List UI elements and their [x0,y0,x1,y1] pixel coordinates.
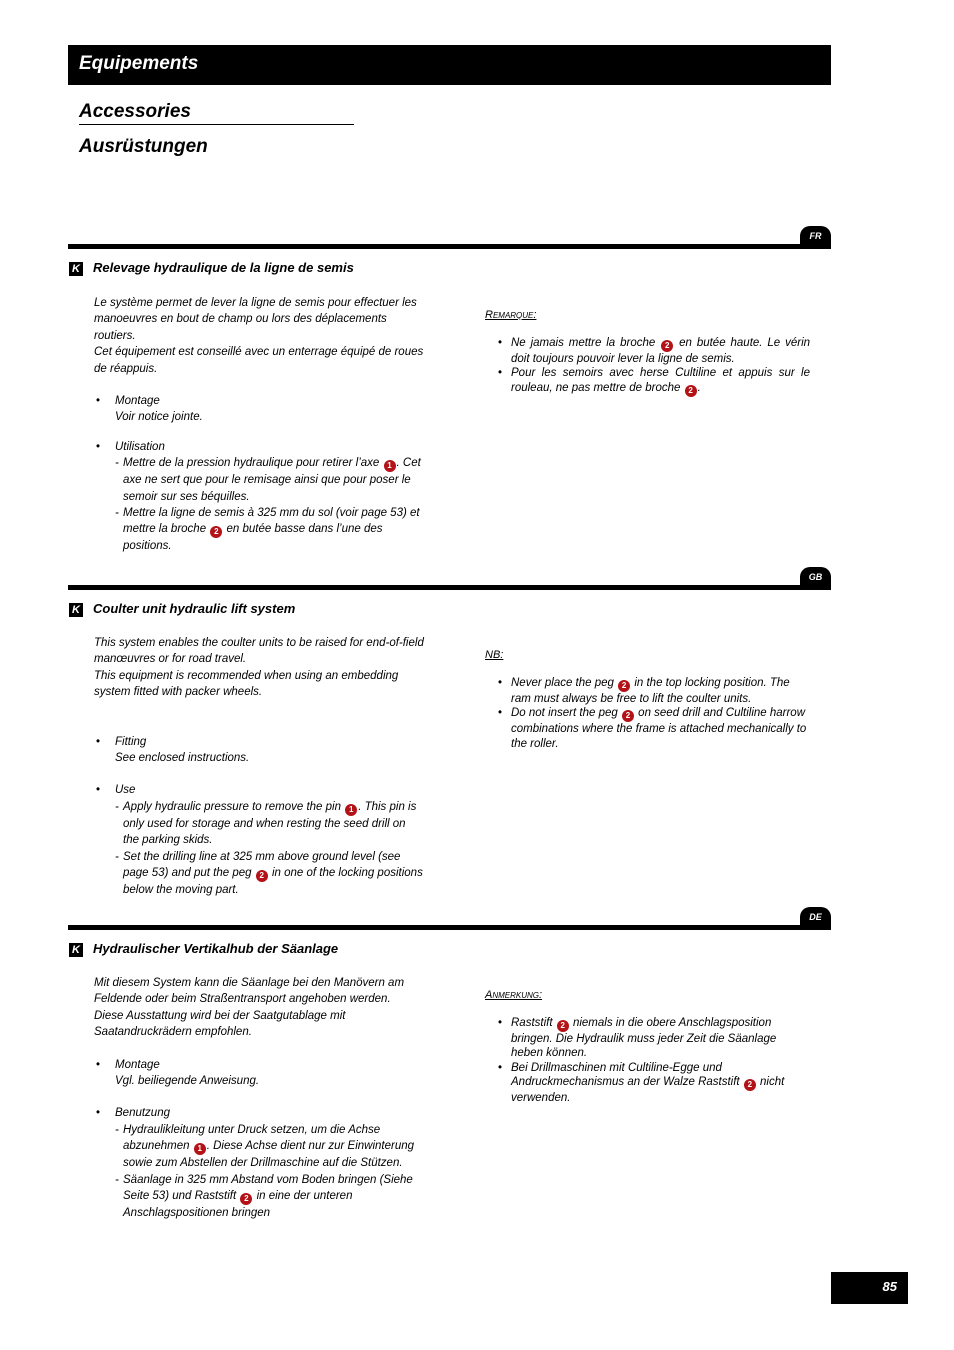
fitting-item [94,393,424,426]
note-column [485,308,810,397]
use-step-1: - Apply hydraulic pressure to remove the pin 1 . This pin is only used for storage and when resting the seed drill on the parking skids. [115,800,417,847]
bullet-icon: • [96,1107,101,1120]
instructions-column [94,295,424,555]
use-item [94,439,424,555]
part-2-marker-icon: 2 [240,1193,252,1205]
part-2-marker-icon: 2 [618,680,630,692]
page-number: 85 [882,1279,897,1294]
intro-text-2: This equipment is recommended when using an embedding system fitted with packer wheels. [94,669,399,699]
part-2-marker-icon: 2 [256,870,268,882]
bullet-icon: • [498,1016,503,1029]
note-column [485,988,810,1106]
note-item: • Ne jamais mettre la broche 2 en butée haute. Le vérin doit toujours pouvoir lever la ligne de semis. [498,336,811,365]
note-item: • Do not insert the peg 2 on seed drill and Cultiline harrow combinations where the frame is attached mechanically to the roller. [498,707,807,750]
fitting-label: Fitting [115,735,147,748]
subtitle-english: Accessories [79,101,191,122]
bullet-icon: • [498,707,503,720]
use-item [94,782,424,898]
intro-text: Mit diesem System kann die Säanlage bei den Manövern am Feldende oder beim Straßentransport angehoben werden. [94,977,405,1006]
section-divider [68,925,831,930]
use-item [94,1105,424,1221]
bullet-icon: • [498,676,503,689]
subtitle-german: Ausrüstungen [79,136,208,157]
bullet-icon: • [498,1061,503,1074]
bullet-icon: • [498,367,503,380]
section-divider [68,585,831,590]
chapter-title: Equipements [79,53,199,74]
use-label: Benutzung [115,1107,170,1120]
note-column [485,648,810,751]
section-title: Coulter unit hydraulic lift system [93,601,296,616]
subtitle-underline [79,124,354,125]
use-label: Utilisation [115,440,165,453]
part-2-marker-icon: 2 [661,340,673,352]
section-title: Hydraulischer Vertikalhub der Säanlage [93,941,339,956]
bullet-icon: • [96,1058,101,1071]
chapter-title-bar [68,45,831,85]
part-1-marker-icon: 1 [345,804,357,816]
use-step-2: - Säanlage in 325 mm Abstand vom Boden bringen (Siehe Seite 53) und Raststift 2 in eine der unteren Anschlagspositionen bringen [115,1173,413,1220]
fitting-label: Montage [115,395,160,408]
part-1-marker-icon: 1 [194,1143,206,1155]
use-label: Use [115,784,136,797]
fitting-text: Voir notice jointe. [115,411,203,424]
part-2-marker-icon: 2 [744,1079,756,1091]
part-2-marker-icon: 2 [210,526,222,538]
part-2-marker-icon: 2 [622,710,634,722]
section-title: Relevage hydraulique de la ligne de semis [93,260,354,275]
note-label: NB: [485,649,504,661]
use-step-1: - Hydraulikleitung unter Druck setzen, um die Achse abzunehmen 1 . Diese Achse dient nur zur Einwinterung sowie zum Abstellen der Drillmaschine auf die Stützen. [115,1123,415,1170]
fitting-text: Vgl. beiliegende Anweisung. [115,1075,260,1088]
section-divider [68,244,831,249]
intro-text-2: Cet équipement est conseillé avec un enterrage équipé de roues de réappuis. [94,346,424,375]
bullet-icon: • [96,784,101,797]
fitting-text: See enclosed instructions. [115,752,250,765]
intro-text: This system enables the coulter units to be raised for end-of-field manœuvres or for road travel. [94,637,424,666]
part-1-marker-icon: 1 [384,460,396,472]
instructions-column [94,635,424,898]
use-step-2: - Set the drilling line at 325 mm above ground level (see page 53) and put the peg 2 in one of the locking positions below the moving part. [115,850,423,897]
use-step-2: - Mettre la ligne de semis à 325 mm du sol (voir page 53) et mettre la broche 2 en butée basse dans l’une des positions. [115,507,420,553]
part-2-marker-icon: 2 [685,385,697,397]
fitting-item [94,1057,424,1090]
language-tab-de: DE [800,907,831,930]
fitting-label: Montage [115,1058,160,1071]
note-item: • Bei Drillmaschinen mit Cultiline-Egge und Andruckmechanismus an der Walze Raststift 2 nicht verwenden. [498,1061,785,1105]
intro-text: Le système permet de lever la ligne de semis pour effectuer les manoeuvres en bout de champ ou lors des déplacements routiers. [94,297,417,342]
page-number-box [831,1272,908,1304]
bullet-icon: • [96,735,101,748]
language-tab-gb: GB [800,567,831,590]
part-2-marker-icon: 2 [557,1020,569,1032]
bullet-icon: • [498,336,503,349]
language-tab-fr: FR [800,226,831,249]
use-step-1: - Mettre de la pression hydraulique pour retirer l’axe 1 . Cet axe ne sert que pour le remisage ainsi que pour poser le semoir sur ses béquilles. [115,457,421,503]
intro-text-2: Diese Ausstattung wird bei der Saatgutablage mit Saatandruckrädern empfohlen. [94,1009,346,1039]
section-letter-badge: K [69,262,83,276]
section-letter-badge: K [69,603,83,617]
note-label: Remarque: [485,309,537,321]
note-label: Anmerkung: [485,989,543,1001]
bullet-icon: • [96,395,101,408]
instructions-column [94,975,424,1221]
note-item: • Pour les semoirs avec herse Cultiline et appuis sur le rouleau, ne pas mettre de broche 2 . [498,367,810,395]
note-item: • Raststift 2 niemals in die obere Anschlagsposition bringen. Die Hydraulik muss jeder Zeit die Säanlage heben können. [498,1016,777,1060]
bullet-icon: • [96,440,101,453]
section-letter-badge: K [69,943,83,957]
fitting-item [94,734,424,767]
note-item: • Never place the peg 2 in the top locking position. The ram must always be free to lift the coulter units. [498,676,790,705]
